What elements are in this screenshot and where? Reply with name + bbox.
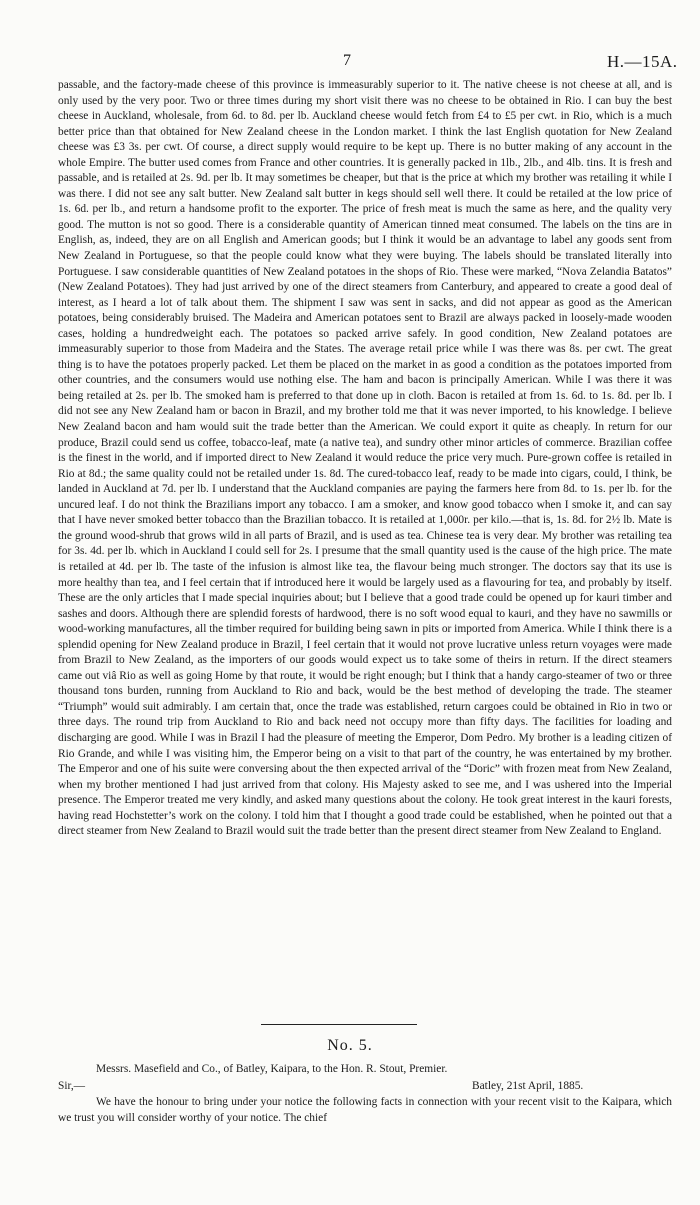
place-date: Batley, 21st April, 1885. [472,1080,584,1092]
body-paragraph: passable, and the factory-made cheese of this province is immeasurably superior to it. The native cheese is not cheese at all, and is only used by the very poor. Two or three times during my short visit there was no cheese to be obtained in Rio. I can buy the best cheese in Auckland, wholesale, from 6d. to 8d. per lb. Auckland cheese would fetch from £4 to £5 per cwt. in Rio, which is a much better price than that obtained for New Zealand cheese in the London market. I think the last English quotation for New Zealand cheese was £3 3s. per cwt. Of course, a direct supply would require to be kept up. There is no butter making of any account in the whole Empire. The butter used comes from France and other countries. It is generally packed in 1lb., 2lb., and 4lb. tins. It is fresh and passable, and is retailed at 2s. 9d. per lb. It may sometimes be cheaper, but that is the price at which my brother was retailing it while I was there. I did not see any salt butter. New Zealand salt butter in kegs should sell well there. It could be retailed at the low price of 1s. 6d. per lb., and return a handsome profit to the exporter. The price of fresh meat is much the same as here, and the quality very good. The mutton is not so good. There is a considerable quantity of American tinned meat consumed. The labels on the tins are in English, as, indeed, they are on all English and American goods; but I think it would be an advantage to label any goods sent from New Zealand in Portuguese, so that the people could know what they were buying. The labels should be translated literally into Portuguese. I saw considerable quantities of New Zealand potatoes in the shops of Rio. These were marked, “Nova Zelandia Batatos” (New Zealand Potatoes). They had just arrived by one of the direct steamers from Canterbury, and appeared to create a good deal of interest, as I heard a lot of talk about them. The shipment I saw was sent in sacks, and did not appear as good as the American potatoes, being considerably bruised. The Madeira and American potatoes sent to Brazil are always packed in loosely-made wooden cases, holding a hundredweight each. The potatoes so packed arrive safely. In good condition, New Zealand potatoes are immeasurably superior to those from Madeira and the States. The average retail price while I was there was 8s. per cwt. The great thing is to have the potatoes properly packed. Let them be placed on the market in as good a condition as the potatoes imported from other countries, and the consumers would use nothing else. The ham and bacon is principally American. While I was there it was being retailed at 2s. per lb. The smoked ham is preferred to that done up in cloth. Bacon is retailed at from 1s. 6d. to 1s. 8d. per lb. I did not see any New Zealand ham or bacon in Brazil, and my brother told me that it was never imported, to his knowledge. I believe New Zealand bacon and ham would suit the trade better than the American. We could export it quite as cheaply. In return for our produce, Brazil could send us coffee, tobacco-leaf, mate (a native tea), and sundry other minor articles of commerce. Brazilian coffee is the finest in the world, and if imported direct to New Zealand it would reduce the price very much. Pure-grown coffee is retailed in Rio at 8d.; the same quality could not be retailed under 1s. 8d. The cured-tobacco leaf, ready to be made into cigars, could, I think, be landed in Auckland at 7d. per lb. I understand that the Auckland companies are paying the farmers here from 8d. to 1s. per lb. for the uncured leaf. I do not think the Brazilians import any tobacco. I am a smoker, and know good tobacco when I smoke it, and can say that I have never smoked better tobacco than the Brazilian tobacco. It is retailed at 1,000r. per kilo.—that is, 1s. 8d. for 2½ lb. Mate is the ground wood-shrub that grows wild in all parts of Brazil, and is used as tea. Chinese tea is very dear. My brother was retailing tea for 3s. 4d. per lb. which in Auckland I could sell for 2s. I presume that the small quantity used is the cause of the high price. The mate is retailed at 4d. per lb. The taste of the infusion is almost like tea, the flavour being much stronger. The doctors say that its use is more healthy than tea, and I feel certain that if introduced here it would be largely used as a flavouring for tea, and probably by itself. These are the only articles that I made special inquiries about; but I believe that a good trade could be opened up for kauri timber and sashes and doors. Although there are splendid forests of hardwood, there is no soft wood equal to kauri, and they have no sawmills or wood-working manufactures, all the timber required for building being sawn in pits or imported from America. While I think there is a splendid opening for New Zealand produce in Brazil, I feel certain that it would not prove lucrative unless return voyages were made from Brazil to New Zealand, as the importers of our goods would expect us to take some of theirs in return. If the direct steamers came out viâ Rio as well as going Home by that route, it would be right enough; but I think that a handy cargo-steamer of two or three thousand tons burden, running from Auckland to Rio and back, would be the best method of developing the trade. The steamer “Triumph” would suit admirably. I am certain that, once the trade was established, return cargoes could be obtained in Rio in two or three days. The round trip from Auckland to Rio and back need not occupy more than fifty days. The facilities for loading and discharging are good. While I was in Brazil I had the pleasure of meeting the Emperor, Dom Pedro. My brother is a leading citizen of Rio Grande, and while I was visiting him, the Emperor being on a visit to that part of the country, he was entertained by my brother. The Emperor and one of his suite were conversing about the then expected arrival of the “Doric” with frozen meat from New Zealand, when my brother mentioned I had just arrived from that colony. His Majesty asked to see me, and I was ushered into the Imperial presence. The Emperor treated me very kindly, and asked many questions about the colony. He took great interest in the kauri forests, having read Hochstetter’s work on the colony. I told him that I thought a good trade could be established, when he pointed out that a direct steamer from New Zealand to Brazil would suit the trade better than the present direct steamer from New Zealand to England. [58,79,672,838]
letter-heading: Messrs. Masefield and Co., of Batley, Kaipara, to the Hon. R. Stout, Premier. [96,1063,448,1075]
section-rule [261,1024,417,1025]
page-number: 7 [343,52,351,69]
salutation: Sir,— [58,1080,86,1092]
page-reference: H.—15A. [607,52,678,71]
letter-opening: We have the honour to bring under your notice the following facts in connection with your recent visit to the Kaipara, which we trust you will consider worthy of your notice. The chief [58,1096,672,1124]
section-number: No. 5. [327,1037,373,1054]
